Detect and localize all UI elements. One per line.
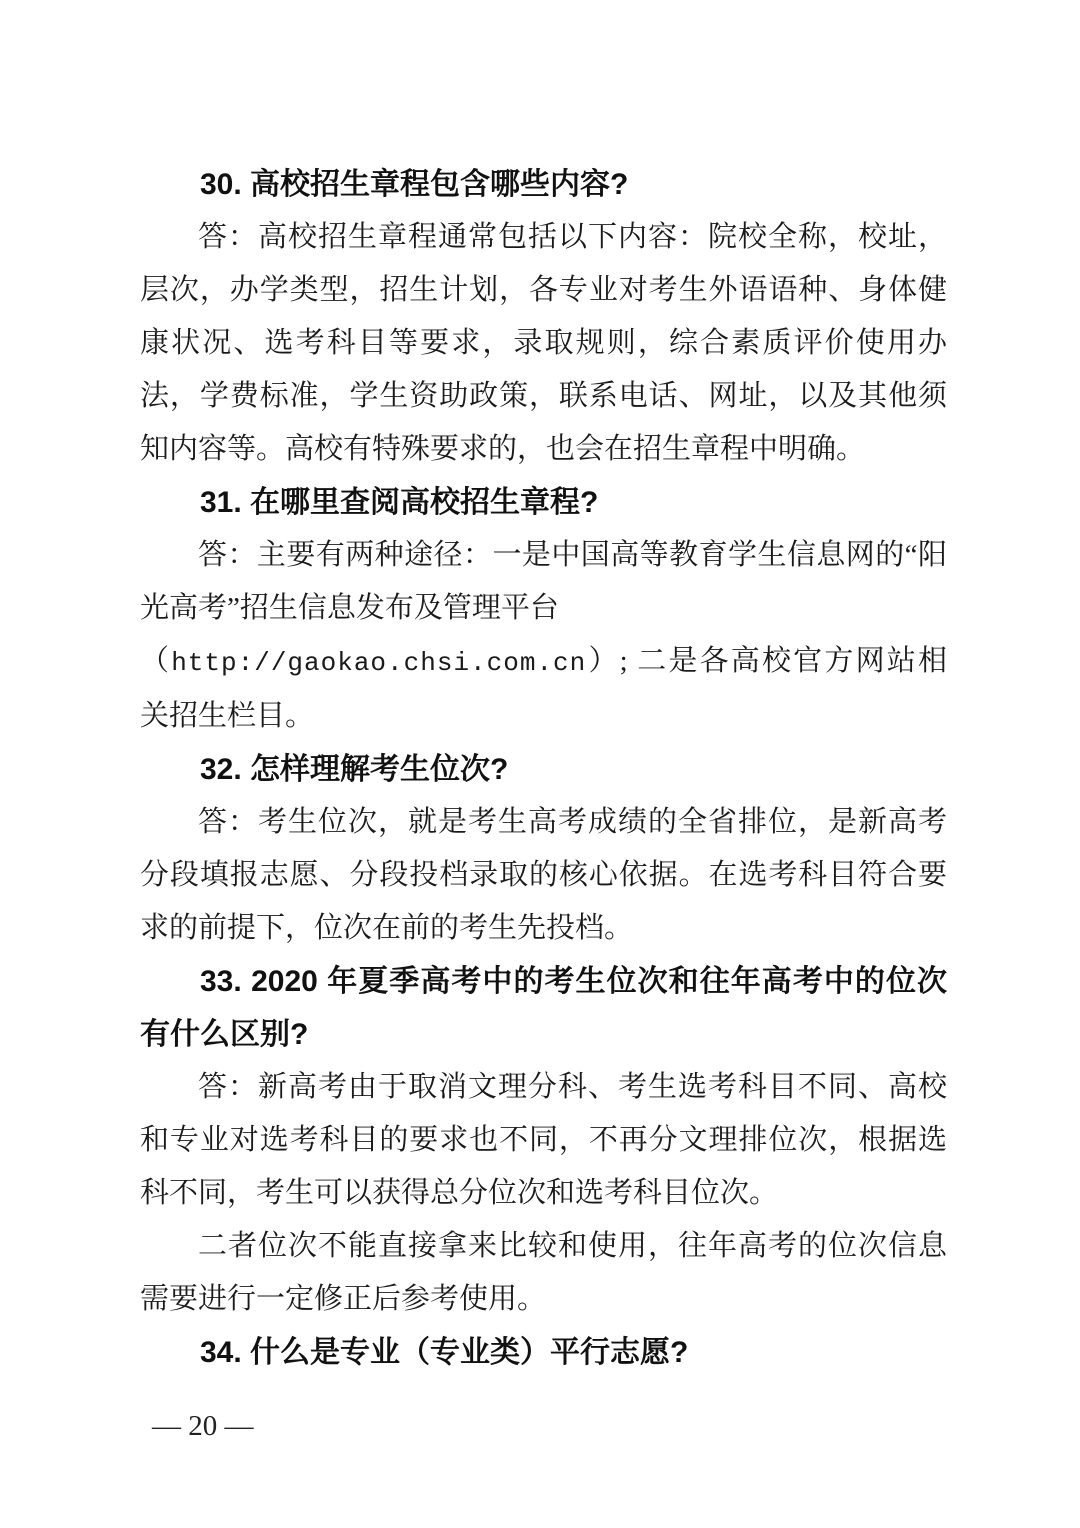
- answer-33-paragraph-2: 二者位次不能直接拿来比较和使用，往年高考的位次信息需要进行一定修正后参考使用。: [140, 1230, 947, 1315]
- question-34-heading: 34. 什么是专业（专业类）平行志愿?: [200, 1336, 689, 1369]
- open-paren: （: [140, 645, 172, 677]
- question-32-heading: 32. 怎样理解考生位次?: [200, 753, 509, 786]
- answer-32-paragraph: 答：考生位次，就是考生高考成绩的全省排位，是新高考分段填报志愿、分段投档录取的核心依据。在选考科目符合要求的前提下，位次在前的考生先投档。: [140, 806, 947, 944]
- answer-31-paragraph: 答：主要有两种途径：一是中国高等教育学生信息网的“阳光高考”招生信息发布及管理平台: [140, 539, 947, 624]
- close-paren: ）;: [586, 645, 638, 677]
- gaokao-url: http://gaokao.chsi.com.cn: [171, 648, 587, 678]
- answer-31-url-rest: 二是各高校官方网站相关招生栏目。: [140, 645, 947, 732]
- answer-33-paragraph-1: 答：新高考由于取消文理分科、考生选考科目不同、高校和专业对选考科目的要求也不同，不再分文理排位次，根据选科不同，考生可以获得总分位次和选考科目位次。: [140, 1071, 947, 1209]
- answer-30-paragraph: 答：高校招生章程通常包括以下内容：院校全称，校址，层次，办学类型，招生计划，各专业对考生外语语种、身体健康状况、选考科目等要求，录取规则，综合素质评价使用办法，学费标准，学生资助政策，联系电话、网址，以及其他须知内容等。高校有特殊要求的，也会在招生章程中明确。: [140, 221, 947, 465]
- answer-31-url-line: [140, 635, 947, 743]
- page-number: — 20 —: [152, 1410, 254, 1442]
- document-content: [140, 158, 947, 1379]
- question-31-heading: 31. 在哪里查阅高校招生章程?: [200, 486, 599, 519]
- question-30-heading: 30. 高校招生章程包含哪些内容?: [200, 168, 629, 201]
- question-33-heading: 33. 2020 年夏季高考中的考生位次和往年高考中的位次有什么区别?: [140, 965, 947, 1051]
